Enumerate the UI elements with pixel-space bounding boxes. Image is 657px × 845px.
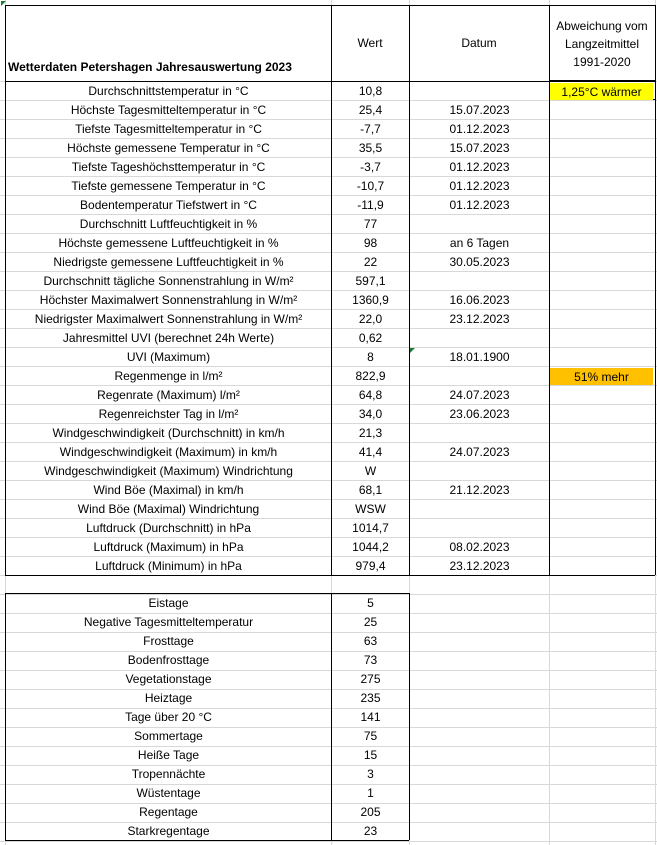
- row-deviation[interactable]: [550, 349, 653, 367]
- row-deviation[interactable]: [550, 387, 653, 405]
- row-deviation[interactable]: [550, 235, 653, 253]
- days-value[interactable]: 5: [367, 596, 374, 610]
- row-date[interactable]: 01.12.2023: [449, 198, 510, 212]
- row-label[interactable]: Luftdruck (Durchschnitt) in hPa: [86, 521, 251, 535]
- row-deviation[interactable]: [550, 406, 653, 424]
- days-value[interactable]: 25: [363, 615, 378, 629]
- row-deviation[interactable]: [550, 482, 653, 500]
- row-deviation[interactable]: [550, 425, 653, 443]
- row-value[interactable]: 35,5: [358, 141, 383, 155]
- row-value[interactable]: 0,62: [358, 331, 383, 345]
- row-deviation[interactable]: [550, 159, 653, 177]
- row-value[interactable]: 10,8: [358, 84, 383, 98]
- row-label[interactable]: Regenrate (Maximum) l/m²: [97, 388, 240, 402]
- row-label[interactable]: Regenmenge in l/m²: [114, 369, 223, 383]
- row-date[interactable]: 01.12.2023: [449, 122, 510, 136]
- days-label[interactable]: Frosttage: [143, 634, 194, 648]
- row-date[interactable]: [410, 367, 549, 385]
- row-value[interactable]: 1044,2: [352, 540, 389, 554]
- row-deviation[interactable]: [550, 121, 653, 139]
- row-label[interactable]: Wind Böe (Maximal) Windrichtung: [77, 502, 260, 516]
- row-date[interactable]: [410, 82, 549, 100]
- row-value[interactable]: 597,1: [355, 274, 386, 288]
- row-date[interactable]: 15.07.2023: [449, 141, 510, 155]
- days-label[interactable]: Heiztage: [144, 691, 193, 705]
- row-value[interactable]: 8: [367, 350, 374, 364]
- row-label[interactable]: UVI (Maximum): [126, 350, 211, 364]
- row-label[interactable]: Jahresmittel UVI (berechnet 24h Werte): [62, 331, 275, 345]
- row-value[interactable]: WSW: [355, 502, 386, 516]
- row-date[interactable]: [410, 215, 549, 233]
- days-label[interactable]: Tropennächte: [131, 767, 206, 781]
- deviation-header-line3: 1991-2020: [573, 55, 631, 69]
- row-deviation[interactable]: [550, 254, 653, 272]
- row-label[interactable]: Tiefste gemessene Temperatur in °C: [71, 179, 266, 193]
- row-date[interactable]: [410, 329, 549, 347]
- border-line: [409, 593, 410, 840]
- row-value[interactable]: -10,7: [356, 179, 385, 193]
- row-label[interactable]: Höchste Tagesmitteltemperatur in °C: [70, 103, 267, 117]
- row-date[interactable]: an 6 Tagen: [449, 236, 510, 250]
- deviation-header-line1: Abweichung vom: [556, 19, 648, 33]
- days-label[interactable]: Regentage: [139, 805, 198, 819]
- row-label[interactable]: Niedrigste gemessene Luftfeuchtigkeit in %: [53, 255, 284, 269]
- border-line: [5, 840, 409, 841]
- row-deviation[interactable]: [550, 102, 653, 120]
- column-header-deviation[interactable]: [549, 8, 655, 80]
- row-value[interactable]: -3,7: [360, 160, 381, 174]
- days-label[interactable]: Heiße Tage: [137, 748, 200, 762]
- gridline-horizontal: [0, 841, 657, 842]
- row-date[interactable]: [410, 519, 549, 537]
- row-label[interactable]: Windgeschwindigkeit (Maximum) Windrichtung: [44, 464, 293, 478]
- days-label[interactable]: Sommertage: [134, 729, 203, 743]
- row-label[interactable]: Tiefste Tageshöchsttemperatur in °C: [71, 160, 266, 174]
- row-date[interactable]: [410, 500, 549, 518]
- row-date[interactable]: 18.01.1900: [449, 350, 510, 364]
- row-label[interactable]: Niedrigster Maximalwert Sonnenstrahlung in W/m²: [34, 312, 303, 326]
- days-label[interactable]: Negative Tagesmitteltemperatur: [83, 615, 254, 629]
- row-label[interactable]: Windgeschwindigkeit (Maximum) in km/h: [59, 445, 278, 459]
- row-date[interactable]: [410, 462, 549, 480]
- days-value[interactable]: 275: [360, 672, 381, 686]
- row-value[interactable]: -11,9: [357, 198, 384, 212]
- row-label[interactable]: Durchschnittstemperatur in °C: [88, 84, 249, 98]
- row-deviation[interactable]: 51% mehr: [550, 368, 653, 385]
- row-value[interactable]: 979,4: [355, 559, 386, 573]
- days-label[interactable]: Bodenfrosttage: [127, 653, 210, 667]
- row-value[interactable]: 34,0: [358, 407, 383, 421]
- border-line: [549, 80, 655, 81]
- row-value[interactable]: 1360,9: [352, 293, 389, 307]
- row-label[interactable]: Windgeschwindigkeit (Durchschnitt) in km/h: [52, 426, 285, 440]
- days-value[interactable]: 141: [360, 710, 381, 724]
- days-value[interactable]: 3: [367, 767, 374, 781]
- days-label[interactable]: Wüstentage: [136, 786, 201, 800]
- border-line: [5, 5, 655, 6]
- row-deviation[interactable]: [550, 558, 653, 576]
- days-value[interactable]: 73: [363, 653, 378, 667]
- deviation-header-line2: Langzeitmittel: [564, 37, 640, 51]
- row-deviation[interactable]: [550, 501, 653, 519]
- cell-marker-icon: [1, 1, 6, 6]
- row-value[interactable]: 41,4: [358, 445, 383, 459]
- row-deviation[interactable]: [550, 140, 653, 158]
- days-value[interactable]: 205: [360, 805, 381, 819]
- row-label[interactable]: Durchschnitt tägliche Sonnenstrahlung in W/m²: [43, 274, 294, 288]
- row-date[interactable]: 01.12.2023: [449, 160, 510, 174]
- row-date[interactable]: [410, 424, 549, 442]
- row-value[interactable]: 77: [363, 217, 378, 231]
- border-line: [655, 5, 656, 575]
- row-date[interactable]: 01.12.2023: [449, 179, 510, 193]
- days-label[interactable]: Starkregentage: [127, 824, 210, 838]
- row-deviation[interactable]: 1,25°C wärmer: [550, 83, 653, 100]
- row-label[interactable]: Höchster Maximalwert Sonnenstrahlung in W/m²: [39, 293, 298, 307]
- days-label[interactable]: Eistage: [148, 596, 189, 610]
- days-label[interactable]: Vegetationstage: [125, 672, 212, 686]
- row-label[interactable]: Luftdruck (Minimum) in hPa: [95, 559, 242, 573]
- row-date[interactable]: 23.12.2023: [449, 312, 510, 326]
- row-date[interactable]: 24.07.2023: [449, 445, 510, 459]
- row-deviation[interactable]: [550, 311, 653, 329]
- column-header-value[interactable]: Wert: [357, 35, 383, 50]
- row-date[interactable]: 30.05.2023: [449, 255, 510, 269]
- row-value[interactable]: 98: [363, 236, 378, 250]
- table-title[interactable]: Wetterdaten Petershagen Jahresauswertung 2023: [8, 60, 292, 74]
- row-value[interactable]: 64,8: [358, 388, 383, 402]
- row-date[interactable]: 23.06.2023: [449, 407, 510, 421]
- row-deviation[interactable]: [550, 330, 653, 348]
- row-value[interactable]: 21,3: [358, 426, 383, 440]
- row-label[interactable]: Luftdruck (Maximum) in hPa: [93, 540, 244, 554]
- row-value[interactable]: 25,4: [358, 103, 383, 117]
- row-deviation[interactable]: [550, 444, 653, 462]
- row-deviation[interactable]: [550, 197, 653, 215]
- row-value[interactable]: W: [364, 464, 377, 478]
- row-label[interactable]: Durchschnitt Luftfeuchtigkeit in %: [79, 217, 258, 231]
- row-value[interactable]: 22: [363, 255, 378, 269]
- row-value[interactable]: 22,0: [358, 312, 383, 326]
- row-deviation[interactable]: [550, 216, 653, 234]
- row-deviation[interactable]: [550, 292, 653, 310]
- row-label[interactable]: Regenreichster Tag in l/m²: [98, 407, 239, 421]
- row-value[interactable]: 822,9: [355, 369, 386, 383]
- row-date[interactable]: 15.07.2023: [449, 103, 510, 117]
- row-label[interactable]: Höchste gemessene Temperatur in °C: [67, 141, 270, 155]
- row-value[interactable]: -7,7: [360, 122, 381, 136]
- row-label[interactable]: Bodentemperatur Tiefstwert in °C: [80, 198, 257, 212]
- row-date[interactable]: [410, 272, 549, 290]
- column-header-date[interactable]: Datum: [461, 35, 497, 50]
- days-label[interactable]: Tage über 20 °C: [125, 710, 212, 724]
- row-label[interactable]: Höchste gemessene Luftfeuchtigkeit in %: [58, 236, 279, 250]
- days-value[interactable]: 63: [363, 634, 378, 648]
- row-date[interactable]: 16.06.2023: [449, 293, 510, 307]
- row-deviation[interactable]: [550, 520, 653, 538]
- row-date[interactable]: 24.07.2023: [449, 388, 510, 402]
- row-date[interactable]: 21.12.2023: [449, 483, 510, 497]
- row-deviation[interactable]: [550, 539, 653, 557]
- row-label[interactable]: Tiefste Tagesmitteltemperatur in °C: [75, 122, 262, 136]
- row-date[interactable]: 23.12.2023: [449, 559, 510, 573]
- days-value[interactable]: 1: [367, 786, 374, 800]
- row-deviation[interactable]: [550, 463, 653, 481]
- row-value[interactable]: 1014,7: [352, 521, 389, 535]
- days-value[interactable]: 235: [360, 691, 381, 705]
- row-deviation[interactable]: [550, 273, 653, 291]
- row-date[interactable]: 08.02.2023: [449, 540, 510, 554]
- days-value[interactable]: 15: [363, 748, 378, 762]
- row-deviation[interactable]: [550, 178, 653, 196]
- days-value[interactable]: 75: [363, 729, 378, 743]
- days-value[interactable]: 23: [363, 824, 378, 838]
- row-label[interactable]: Wind Böe (Maximal) in km/h: [93, 483, 244, 497]
- row-value[interactable]: 68,1: [358, 483, 383, 497]
